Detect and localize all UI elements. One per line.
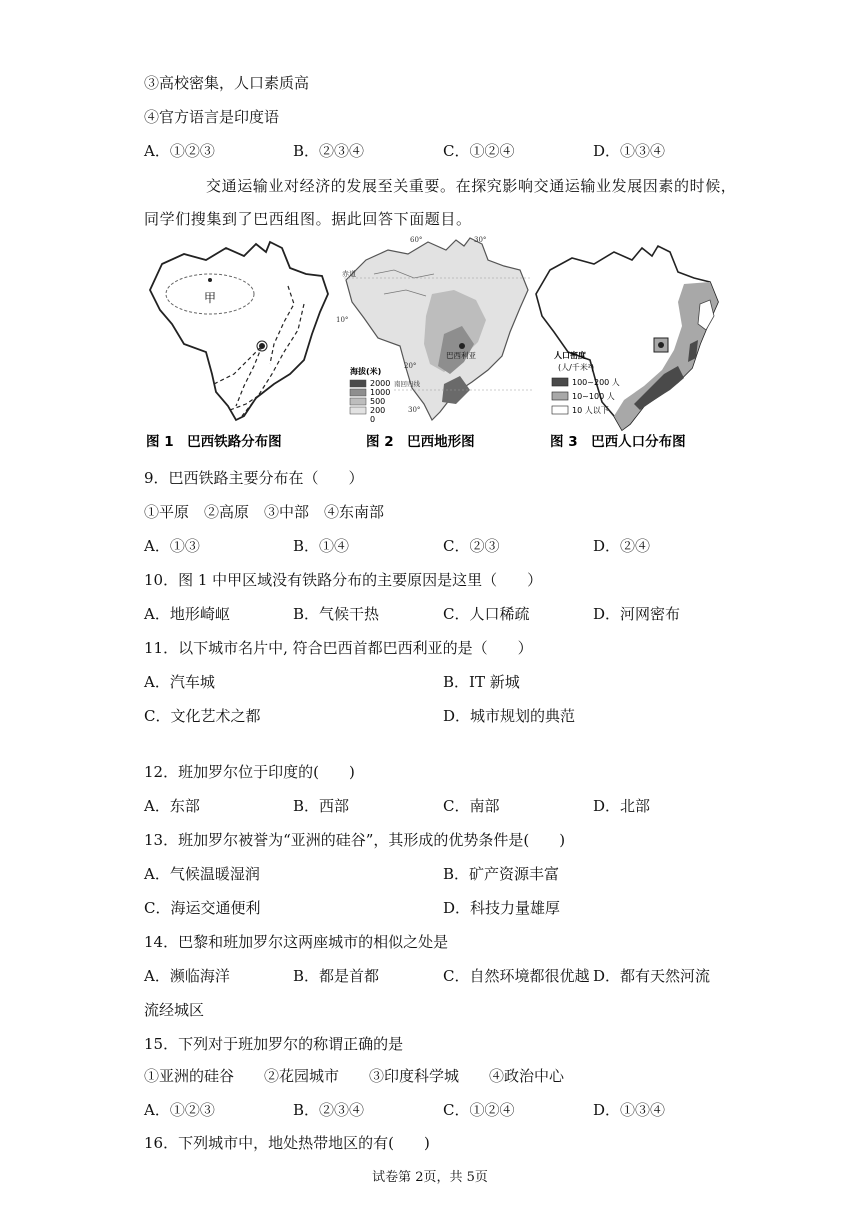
q12-option-b[interactable]: B．西部 bbox=[293, 797, 350, 815]
q10-option-b[interactable]: B．气候干热 bbox=[293, 605, 380, 623]
q14-option-a[interactable]: A．濒临海洋 bbox=[144, 967, 230, 985]
q12-option-a[interactable]: A．东部 bbox=[144, 797, 200, 815]
q10-stem: 10．图 1 中甲区域没有铁路分布的主要原因是这里（ ） bbox=[144, 571, 543, 589]
q9-option-d[interactable]: D．②④ bbox=[593, 537, 651, 555]
q10-option-c[interactable]: C．人口稀疏 bbox=[443, 605, 530, 623]
brazil-maps-svg bbox=[144, 234, 744, 454]
q10-option-a[interactable]: A．地形崎岖 bbox=[144, 605, 230, 623]
fig3-legend-mid: 10~100 人 bbox=[572, 392, 615, 401]
fig3-legend-low: 10 人以下 bbox=[572, 406, 609, 415]
q15-sub: ①亚洲的硅谷 ②花园城市 ③印度科学城 ④政治中心 bbox=[144, 1067, 565, 1085]
fig2-legend-title: 海拔(米) bbox=[350, 367, 382, 376]
fig2-label-brasilia: 巴西利亚 bbox=[446, 351, 476, 360]
fig3-legend-title: 人口密度 bbox=[554, 351, 586, 360]
fig2-label-60: 60° bbox=[410, 236, 423, 244]
fig3-caption: 图 3 巴西人口分布图 bbox=[550, 434, 686, 450]
fig2-legend-200: 200 bbox=[370, 406, 386, 415]
fig3-legend-high: 100~200 人 bbox=[572, 378, 620, 387]
q12-option-d[interactable]: D．北部 bbox=[593, 797, 651, 815]
fig2-terrain-map bbox=[336, 236, 534, 424]
prev-question-option-3: ③高校密集，人口素质高 bbox=[144, 74, 310, 92]
q13-option-d[interactable]: D．科技力量雄厚 bbox=[443, 899, 561, 917]
q14-option-b[interactable]: B．都是首都 bbox=[293, 967, 380, 985]
q9-option-c[interactable]: C．②③ bbox=[443, 537, 500, 555]
q15-stem: 15．下列对于班加罗尔的称谓正确的是 bbox=[144, 1035, 404, 1053]
q13-stem: 13．班加罗尔被誉为“亚洲的硅谷”，其形成的优势条件是( ) bbox=[144, 831, 566, 849]
fig2-label-equator: 赤道 bbox=[342, 270, 356, 278]
q11-option-d[interactable]: D．城市规划的典范 bbox=[443, 707, 576, 725]
q11-option-b[interactable]: B．IT 新城 bbox=[443, 673, 520, 691]
q9-sub: ①平原 ②高原 ③中部 ④东南部 bbox=[144, 503, 385, 521]
fig2-label-10: 10° bbox=[336, 316, 349, 324]
fig1-region-label: 甲 bbox=[204, 291, 217, 305]
fig3-legend-unit: (人/千米²) bbox=[558, 363, 595, 372]
q13-option-b[interactable]: B．矿产资源丰富 bbox=[443, 865, 560, 883]
q12-stem: 12．班加罗尔位于印度的( ) bbox=[144, 763, 355, 781]
q14-option-c[interactable]: C．自然环境都很优越 bbox=[443, 967, 590, 985]
prev-answer-c: C．①②④ bbox=[443, 142, 515, 160]
fig2-legend-0: 0 bbox=[370, 415, 376, 424]
prev-answer-b: B．②③④ bbox=[293, 142, 365, 160]
q11-option-a[interactable]: A．汽车城 bbox=[144, 673, 215, 691]
intro-line-1: 交通运输业对经济的发展至关重要。在探究影响交通运输业发展因素的时候， bbox=[206, 177, 737, 195]
fig2-label-30s: 30° bbox=[408, 406, 421, 414]
fig2-label-20: 20° bbox=[404, 362, 417, 370]
brazil-map-group bbox=[144, 234, 744, 454]
q9-option-b[interactable]: B．①④ bbox=[293, 537, 350, 555]
q11-option-c[interactable]: C．文化艺术之都 bbox=[144, 707, 261, 725]
q12-option-c[interactable]: C．南部 bbox=[443, 797, 500, 815]
prev-question-option-4: ④官方语言是印度语 bbox=[144, 108, 280, 126]
prev-answer-d: D．①③④ bbox=[593, 142, 666, 160]
q15-option-b[interactable]: B．②③④ bbox=[293, 1101, 365, 1119]
q14-option-d[interactable]: D．都有天然河流 bbox=[593, 967, 711, 985]
q9-stem: 9．巴西铁路主要分布在（ ） bbox=[144, 469, 364, 487]
q13-option-c[interactable]: C．海运交通便利 bbox=[144, 899, 261, 917]
q15-option-c[interactable]: C．①②④ bbox=[443, 1101, 515, 1119]
q14-option-d-wrap: 流经城区 bbox=[144, 1001, 205, 1019]
fig2-caption: 图 2 巴西地形图 bbox=[366, 434, 475, 450]
q15-option-d[interactable]: D．①③④ bbox=[593, 1101, 666, 1119]
fig2-legend-500: 500 bbox=[370, 397, 386, 406]
fig2-label-tropic: 南回归线 bbox=[394, 380, 420, 388]
q16-stem: 16．下列城市中，地处热带地区的有( ) bbox=[144, 1134, 430, 1152]
fig1-caption: 图 1 巴西铁路分布图 bbox=[146, 434, 282, 450]
q11-stem: 11．以下城市名片中, 符合巴西首都巴西利亚的是（ ） bbox=[144, 639, 533, 657]
intro-line-2: 同学们搜集到了巴西组图。据此回答下面题目。 bbox=[144, 210, 472, 228]
fig2-legend-2000: 2000 bbox=[370, 379, 391, 388]
q14-stem: 14．巴黎和班加罗尔这两座城市的相似之处是 bbox=[144, 933, 449, 951]
prev-answer-a: A．①②③ bbox=[144, 142, 215, 160]
fig2-label-30: 30° bbox=[474, 236, 487, 244]
page-footer: 试卷第 2页，共 5页 bbox=[372, 1170, 488, 1185]
fig3-population-map bbox=[536, 246, 718, 430]
q9-option-a[interactable]: A．①③ bbox=[144, 537, 200, 555]
q13-option-a[interactable]: A．气候温暖湿润 bbox=[144, 865, 260, 883]
q15-option-a[interactable]: A．①②③ bbox=[144, 1101, 215, 1119]
fig2-legend-1000: 1000 bbox=[370, 388, 391, 397]
fig1-railway-map bbox=[150, 242, 328, 420]
q10-option-d[interactable]: D．河网密布 bbox=[593, 605, 681, 623]
